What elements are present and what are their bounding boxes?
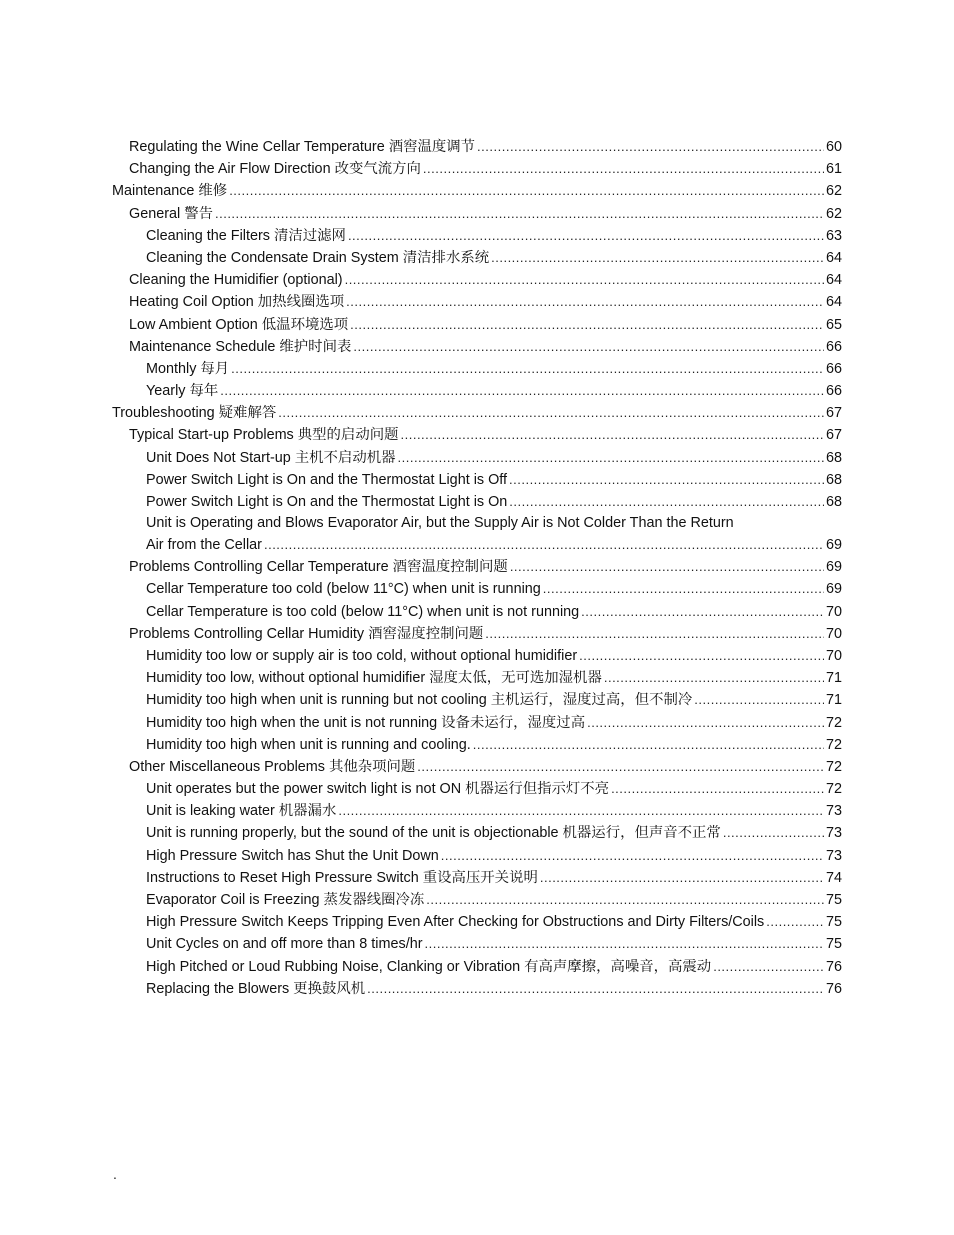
toc-entry-title: Cleaning the Condensate Drain System 清洁排水系统 [146, 249, 490, 266]
toc-entry[interactable] [0, 667, 954, 689]
dot-leader [348, 225, 824, 247]
dot-leader [401, 424, 824, 446]
toc-entry-title: Problems Controlling Cellar Temperature 酒窖温度控制问题 [129, 559, 508, 576]
toc-entry[interactable] [0, 402, 954, 424]
dot-leader [423, 158, 824, 180]
toc-entry-title: Troubleshooting 疑难解答 [112, 405, 277, 422]
toc-entry-title: Evaporator Coil is Freezing 蒸发器线圈冷冻 [146, 892, 425, 908]
toc-entry[interactable] [0, 911, 954, 933]
toc-page-number: 66 [825, 360, 842, 377]
dot-leader [604, 667, 824, 689]
toc-page-number: 69 [825, 537, 842, 554]
toc-entry-title: Humidity too high when unit is running and cooling. [146, 736, 471, 753]
dot-leader [398, 447, 824, 469]
toc-page-number: 73 [825, 825, 842, 842]
toc-page-number: 61 [825, 161, 842, 178]
dot-leader [485, 623, 824, 645]
table-of-contents [0, 136, 954, 1000]
dot-leader [540, 867, 824, 889]
toc-entry-title: High Pressure Switch has Shut the Unit Down [146, 847, 439, 864]
toc-entry[interactable] [0, 822, 954, 844]
toc-entry-title: Typical Start-up Problems 典型的启动问题 [129, 427, 399, 444]
toc-entry-title: Unit Does Not Start-up 主机不启动机器 [146, 449, 396, 466]
dot-leader [441, 845, 824, 867]
dot-leader [510, 556, 824, 578]
toc-page-number: 66 [825, 383, 842, 400]
toc-entry[interactable] [0, 734, 954, 756]
toc-entry[interactable] [0, 491, 954, 513]
dot-leader [587, 712, 824, 734]
dot-leader [215, 203, 824, 225]
dot-leader [338, 800, 824, 822]
toc-page-number: 76 [825, 958, 842, 975]
toc-entry-title: Humidity too low, without optional humidifier 湿度太低，无可选加湿机器 [146, 670, 602, 687]
toc-entry[interactable] [0, 225, 954, 247]
dot-leader [713, 956, 824, 978]
toc-page-number: 64 [825, 294, 842, 311]
toc-entry-title: Unit Cycles on and off more than 8 times/hr [146, 936, 423, 953]
toc-entry-title: Regulating the Wine Cellar Temperature 酒窖温度调节 [129, 139, 476, 155]
toc-entry[interactable] [0, 513, 954, 556]
toc-page-number: 62 [825, 183, 842, 200]
toc-page-number: 70 [825, 625, 842, 642]
toc-entry[interactable] [0, 867, 954, 889]
dot-leader [350, 314, 824, 336]
dot-leader [231, 358, 824, 380]
toc-page-number: 72 [825, 781, 842, 798]
toc-page-number: 68 [825, 494, 842, 510]
toc-entry-title: Problems Controlling Cellar Humidity 酒窖湿度控制问题 [129, 625, 484, 642]
dot-leader [477, 136, 824, 158]
toc-entry-title: Cleaning the Filters 清洁过滤网 [146, 227, 346, 244]
toc-page-number: 68 [825, 449, 842, 466]
toc-page-number: 63 [825, 227, 842, 244]
toc-entry[interactable] [0, 889, 954, 911]
toc-page-number: 66 [825, 338, 842, 355]
footer-mark: . [113, 1166, 117, 1182]
toc-entry[interactable] [0, 645, 954, 667]
dot-leader [581, 601, 824, 623]
toc-entry[interactable] [0, 447, 954, 469]
toc-entry[interactable] [0, 203, 954, 225]
toc-entry[interactable] [0, 623, 954, 645]
dot-leader [417, 756, 824, 778]
toc-entry[interactable] [0, 956, 954, 978]
toc-entry[interactable] [0, 845, 954, 867]
toc-entry-title: High Pitched or Loud Rubbing Noise, Clanking or Vibration 有高声摩擦，高噪音，高震动 [146, 958, 712, 975]
toc-entry-title: Air from the Cellar [146, 537, 262, 554]
toc-page-number: 72 [825, 758, 842, 775]
toc-entry-title: Unit operates but the power switch light is not ON 机器运行但指示灯不亮 [146, 781, 610, 798]
toc-page-number: 69 [825, 581, 842, 598]
toc-entry-title: Instructions to Reset High Pressure Switch 重设高压开关说明 [146, 869, 538, 886]
toc-entry-title: Unit is running properly, but the sound of the unit is objectionable 机器运行，但声音不正常 [146, 825, 721, 842]
toc-page-number: 70 [825, 647, 842, 664]
toc-entry[interactable] [0, 469, 954, 491]
toc-entry[interactable] [0, 601, 954, 623]
toc-entry-title: Humidity too low or supply air is too cold, without optional humidifier [146, 647, 578, 664]
dot-leader [543, 578, 824, 600]
dot-leader [694, 689, 824, 711]
dot-leader [426, 889, 824, 911]
toc-entry[interactable] [0, 778, 954, 800]
dot-leader [367, 978, 824, 1000]
toc-page-number: 71 [825, 670, 842, 687]
toc-entry-title: Replacing the Blowers 更换鼓风机 [146, 980, 366, 997]
toc-entry-title: Power Switch Light is On and the Thermostat Light is On [146, 494, 508, 510]
toc-page-number: 69 [825, 559, 842, 576]
toc-page-number: 64 [825, 272, 842, 289]
toc-entry[interactable] [0, 978, 954, 1000]
dot-leader [264, 534, 824, 556]
toc-page-number: 68 [825, 471, 842, 488]
toc-page-number: 73 [825, 803, 842, 820]
toc-page-number: 67 [825, 427, 842, 444]
toc-page-number: 73 [825, 847, 842, 864]
toc-entry[interactable] [0, 756, 954, 778]
toc-entry[interactable] [0, 800, 954, 822]
dot-leader [220, 380, 824, 402]
toc-entry[interactable] [0, 358, 954, 380]
dot-leader [353, 336, 824, 358]
toc-page-number: 70 [825, 603, 842, 620]
toc-page-number: 75 [825, 936, 842, 953]
toc-entry[interactable] [0, 424, 954, 446]
dot-leader [579, 645, 824, 667]
toc-entry-title: Cleaning the Humidifier (optional) [129, 272, 343, 289]
toc-entry-title: Changing the Air Flow Direction 改变气流方向 [129, 161, 421, 178]
dot-leader [491, 247, 824, 269]
toc-entry[interactable] [0, 158, 954, 180]
dot-leader [425, 933, 824, 955]
dot-leader [346, 291, 824, 313]
toc-entry-title: Power Switch Light is On and the Thermostat Light is Off [146, 471, 508, 488]
toc-page-number: 67 [825, 405, 842, 422]
toc-entry-title: Cellar Temperature too cold (below 11°C) when unit is running [146, 581, 541, 598]
toc-page-number: 64 [825, 249, 842, 266]
dot-leader [229, 180, 824, 202]
toc-entry-title: Heating Coil Option 加热线圈选项 [129, 294, 345, 311]
dot-leader [723, 822, 824, 844]
dot-leader [509, 491, 824, 513]
toc-entry-title-line: Unit is Operating and Blows Evaporator Air, but the Supply Air is Not Colder Than the Return [146, 515, 734, 532]
toc-entry-title: Cellar Temperature is too cold (below 11°C) when unit is not running [146, 603, 580, 620]
toc-entry-title: Unit is leaking water 机器漏水 [146, 803, 337, 820]
toc-entry-title: Humidity too high when unit is running but not cooling 主机运行，湿度过高，但不制冷 [146, 692, 693, 709]
toc-entry-title: Yearly 每年 [146, 383, 219, 400]
toc-entry-title: General 警告 [129, 205, 213, 222]
toc-entry[interactable] [0, 336, 954, 358]
dot-leader [611, 778, 824, 800]
toc-entry-title: Monthly 每月 [146, 360, 230, 377]
toc-entry[interactable] [0, 380, 954, 402]
toc-entry[interactable] [0, 269, 954, 291]
dot-leader [278, 402, 824, 424]
dot-leader [345, 269, 824, 291]
toc-entry[interactable] [0, 712, 954, 734]
toc-entry[interactable] [0, 556, 954, 578]
toc-entry[interactable] [0, 933, 954, 955]
toc-page-number: 75 [825, 914, 842, 931]
toc-page-number: 60 [825, 139, 842, 155]
toc-page-number: 65 [825, 316, 842, 333]
toc-entry[interactable] [0, 136, 954, 158]
toc-entry-title: Other Miscellaneous Problems 其他杂项问题 [129, 758, 416, 775]
toc-entry[interactable] [0, 247, 954, 269]
toc-page-number: 72 [825, 736, 842, 753]
toc-entry[interactable] [0, 314, 954, 336]
toc-entry-title: Maintenance Schedule 维护时间表 [129, 338, 352, 355]
toc-page-number: 74 [825, 869, 842, 886]
toc-entry-title: Low Ambient Option 低温环境选项 [129, 316, 349, 333]
toc-entry[interactable] [0, 689, 954, 711]
toc-entry-title: Maintenance 维修 [112, 183, 228, 200]
toc-entry[interactable] [0, 578, 954, 600]
toc-page-number: 76 [825, 980, 842, 997]
dot-leader [766, 911, 824, 933]
toc-entry[interactable] [0, 180, 954, 202]
toc-page-number: 62 [825, 205, 842, 222]
toc-page-number: 71 [825, 692, 842, 709]
dot-leader [509, 469, 824, 491]
toc-page-number: 72 [825, 714, 842, 731]
dot-leader [473, 734, 824, 756]
toc-entry-title: Humidity too high when the unit is not running 设备未运行，湿度过高 [146, 714, 586, 731]
toc-page-number: 75 [825, 892, 842, 908]
toc-entry[interactable] [0, 291, 954, 313]
toc-entry-title: High Pressure Switch Keeps Tripping Even After Checking for Obstructions and Dirty Filters/Coils [146, 914, 765, 931]
